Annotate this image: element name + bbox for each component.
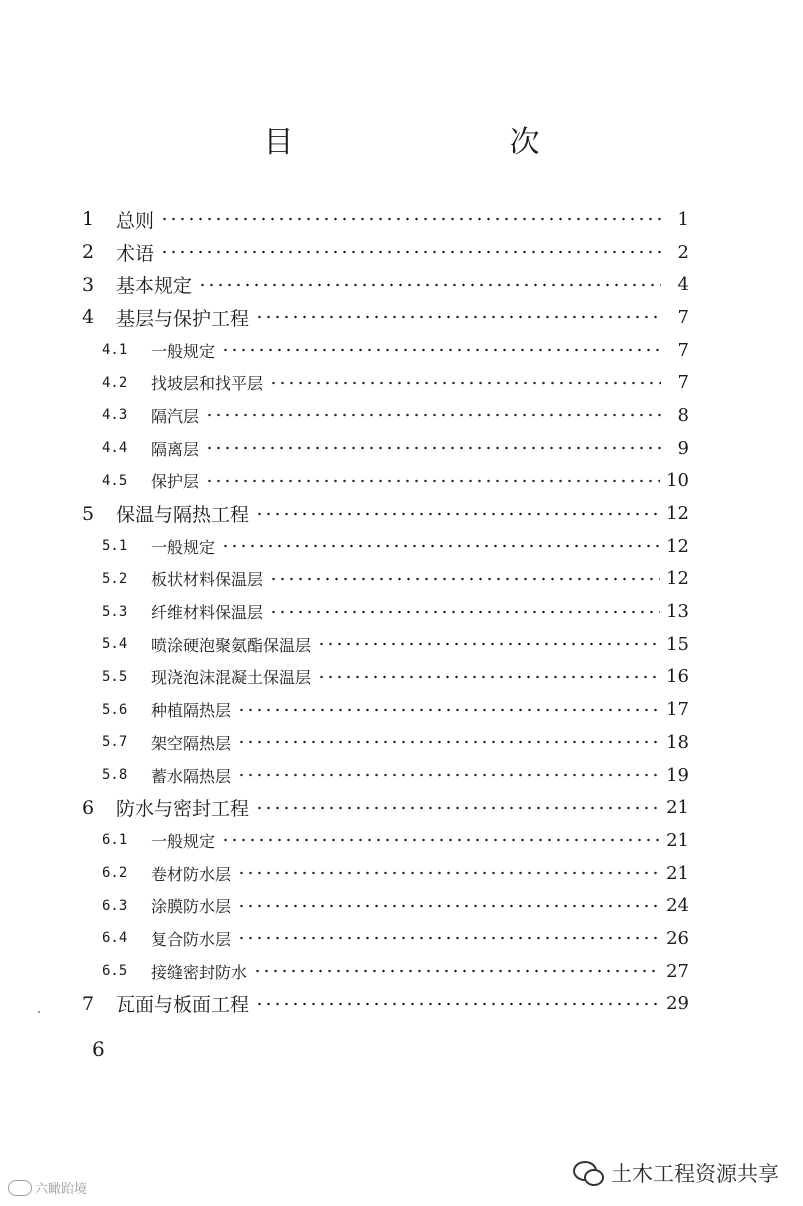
page-number: 6 [92, 1037, 105, 1061]
toc-entry-title: 接缝密封防水 [151, 962, 248, 982]
dot-leader [237, 708, 660, 712]
dot-leader [198, 283, 661, 287]
toc-entry-page: 24 [666, 895, 689, 917]
toc-entry-title: 喷涂硬泡聚氨酯保温层 [151, 635, 312, 655]
toc-entry-page: 29 [666, 993, 689, 1015]
toc-entry-title: 复合防水层 [151, 929, 232, 949]
toc-entry-page: 8 [677, 404, 689, 426]
toc-entry-title: 隔离层 [151, 439, 200, 459]
toc-entry-title: 架空隔热层 [151, 733, 232, 753]
toc-entry-number: 1 [82, 208, 95, 231]
toc-entry[interactable] [80, 236, 689, 269]
toc-entry-number: 6.2 [102, 865, 128, 882]
toc-entry-title: 涂膜防水层 [151, 897, 232, 917]
toc-entry-number: 5.6 [102, 701, 128, 718]
toc-entry-number: 5.8 [102, 767, 128, 784]
toc-entry-number: 5.2 [102, 570, 128, 587]
dot-leader [317, 675, 660, 679]
dot-leader [269, 610, 660, 614]
toc-entry-page: 12 [666, 568, 689, 590]
toc-entry-title: 总则 [116, 209, 155, 232]
toc-entry-number: 4.3 [102, 407, 128, 424]
toc-entry-page: 27 [666, 960, 689, 982]
dot-leader [237, 740, 660, 744]
toc-entry[interactable] [80, 922, 689, 955]
toc-entry[interactable] [80, 889, 689, 922]
table-of-contents [80, 203, 689, 1020]
dot-leader [160, 217, 661, 221]
toc-entry-title: 现浇泡沫混凝土保温层 [151, 668, 312, 688]
toc-entry[interactable] [80, 791, 689, 824]
dot-leader [237, 871, 660, 875]
toc-entry-page: 19 [666, 764, 689, 786]
dot-leader [255, 315, 661, 319]
toc-entry-number: 6.3 [102, 897, 128, 914]
toc-entry[interactable] [80, 857, 689, 890]
toc-entry-number: 5.5 [102, 668, 128, 685]
toc-entry-page: 16 [666, 666, 689, 688]
toc-entry-title: 术语 [116, 242, 155, 265]
toc-entry-title: 一般规定 [151, 537, 216, 557]
toc-entry-number: 6.1 [102, 832, 128, 849]
toc-entry[interactable] [80, 203, 689, 236]
toc-entry[interactable] [80, 628, 689, 661]
watermark-text: 土木工程资源共享 [611, 1162, 779, 1186]
toc-entry[interactable] [80, 399, 689, 432]
toc-entry-number: 3 [82, 273, 95, 296]
wechat-icon [573, 1161, 603, 1185]
toc-entry[interactable] [80, 563, 689, 596]
dot-leader [237, 936, 660, 940]
scan-speck [38, 1011, 40, 1013]
toc-entry-title: 纤维材料保温层 [151, 603, 264, 623]
toc-entry[interactable] [80, 268, 689, 301]
dot-leader [221, 348, 661, 352]
toc-entry-number: 6 [82, 796, 95, 819]
toc-entry[interactable] [80, 824, 689, 857]
dot-leader [205, 413, 661, 417]
toc-entry-number: 4 [82, 306, 95, 329]
toc-entry-title: 找坡层和找平层 [151, 374, 264, 394]
toc-entry-page: 26 [666, 927, 689, 949]
dot-leader [269, 577, 660, 581]
toc-entry[interactable] [80, 661, 689, 694]
toc-entry-number: 5.7 [102, 734, 128, 751]
toc-entry-page: 21 [666, 862, 689, 884]
toc-entry-title: 瓦面与板面工程 [116, 994, 250, 1017]
toc-entry-title: 蓄水隔热层 [151, 766, 232, 786]
toc-entry-number: 4.2 [102, 374, 128, 391]
footer-mark-text: 六瞰跆境 [35, 1182, 88, 1197]
toc-entry[interactable] [80, 955, 689, 988]
dot-leader [269, 381, 661, 385]
toc-entry-page: 4 [677, 274, 689, 296]
toc-entry-number: 4.4 [102, 440, 128, 457]
toc-entry-page: 10 [666, 470, 689, 492]
dot-leader [255, 512, 660, 516]
toc-entry-page: 18 [666, 731, 689, 753]
toc-entry[interactable] [80, 693, 689, 726]
toc-entry-number: 4.5 [102, 472, 128, 489]
toc-entry[interactable] [80, 497, 689, 530]
toc-entry[interactable] [80, 366, 689, 399]
toc-entry-number: 6.5 [102, 963, 128, 980]
toc-entry-title: 卷材防水层 [151, 864, 232, 884]
toc-entry-page: 21 [666, 797, 689, 819]
toc-entry-number: 7 [82, 992, 95, 1015]
toc-entry-page: 13 [666, 601, 689, 623]
dot-leader [205, 446, 661, 450]
toc-entry[interactable] [80, 530, 689, 563]
toc-entry-title: 一般规定 [151, 831, 216, 851]
toc-entry-page: 7 [677, 306, 689, 328]
toc-entry[interactable] [80, 301, 689, 334]
toc-entry[interactable] [80, 432, 689, 465]
footer-mark [8, 1178, 87, 1197]
toc-entry-number: 2 [82, 241, 95, 264]
logo-icon [8, 1180, 32, 1196]
toc-entry[interactable] [80, 465, 689, 498]
toc-entry-page: 12 [666, 503, 689, 525]
dot-leader [253, 969, 660, 973]
toc-entry-title: 板状材料保温层 [151, 570, 264, 590]
dot-leader [160, 250, 661, 254]
toc-entry-page: 7 [677, 372, 689, 394]
toc-entry-page: 9 [677, 437, 689, 459]
toc-entry-title: 保温与隔热工程 [116, 504, 250, 527]
toc-entry-page: 21 [666, 829, 689, 851]
toc-entry-number: 6.4 [102, 930, 128, 947]
toc-entry-page: 7 [677, 339, 689, 361]
toc-entry-title: 基本规定 [116, 275, 193, 298]
toc-entry-page: 12 [666, 535, 689, 557]
toc-entry[interactable] [80, 595, 689, 628]
toc-entry-title: 种植隔热层 [151, 701, 232, 721]
dot-leader [221, 544, 660, 548]
page-title: 目 次 [263, 125, 592, 160]
toc-entry[interactable] [80, 988, 689, 1021]
toc-entry[interactable] [80, 334, 689, 367]
dot-leader [221, 838, 660, 842]
toc-entry[interactable] [80, 726, 689, 759]
toc-entry-page: 17 [666, 699, 689, 721]
toc-entry-number: 5.3 [102, 603, 128, 620]
dot-leader [237, 773, 660, 777]
dot-leader [205, 479, 660, 483]
watermark [573, 1158, 779, 1188]
toc-entry-number: 5.4 [102, 636, 128, 653]
dot-leader [255, 1002, 660, 1006]
toc-entry[interactable] [80, 759, 689, 792]
toc-entry-title: 防水与密封工程 [116, 798, 250, 821]
toc-entry-number: 5.1 [102, 538, 128, 555]
toc-entry-number: 4.1 [102, 342, 128, 359]
toc-entry-title: 隔汽层 [151, 406, 200, 426]
toc-entry-number: 5 [82, 502, 95, 525]
dot-leader [237, 904, 660, 908]
toc-entry-title: 一般规定 [151, 341, 216, 361]
dot-leader [255, 806, 660, 810]
toc-entry-page: 15 [666, 633, 689, 655]
toc-entry-title: 保护层 [151, 472, 200, 492]
toc-entry-title: 基层与保护工程 [116, 307, 250, 330]
toc-entry-page: 1 [677, 208, 689, 230]
toc-entry-page: 2 [677, 241, 689, 263]
dot-leader [317, 642, 660, 646]
